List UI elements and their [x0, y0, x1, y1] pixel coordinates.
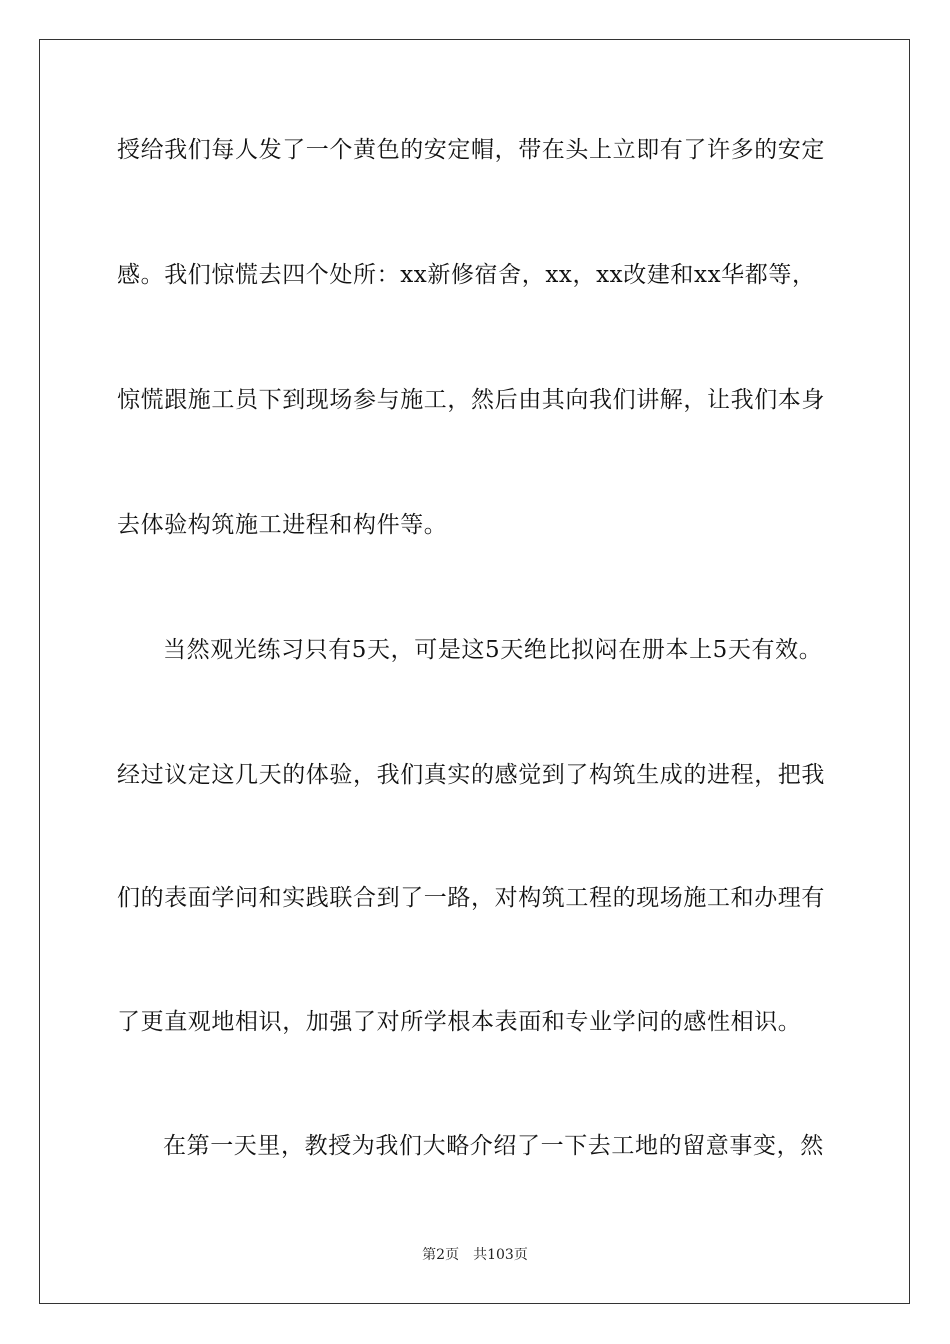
page-border [39, 39, 910, 1304]
page-total: 共103页 [473, 1247, 528, 1263]
text-line: 经过议定这几天的体验，我们真实的感觉到了构筑生成的进程，把我 [117, 762, 825, 788]
text-line: 惊慌跟施工员下到现场参与施工，然后由其向我们讲解，让我们本身 [117, 387, 825, 413]
text-line: 们的表面学问和实践联合到了一路，对构筑工程的现场施工和办理有 [117, 885, 825, 911]
text-line: 感。我们惊慌去四个处所：xx新修宿舍，xx，xx改建和xx华都等， [117, 262, 816, 288]
text-line: 了更直观地相识，加强了对所学根本表面和专业学问的感性相识。 [117, 1009, 802, 1035]
text-line: 去体验构筑施工进程和构件等。 [117, 512, 448, 538]
text-line: 授给我们每人发了一个黄色的安定帽，带在头上立即有了许多的安定 [117, 137, 825, 163]
page-number: 第2页 [422, 1247, 460, 1263]
paragraph-first-line: 在第一天里，教授为我们大略介绍了一下去工地的留意事变，然 [163, 1133, 824, 1159]
paragraph-first-line: 当然观光练习只有5天，可是这5天绝比拟闷在册本上5天有效。 [163, 637, 823, 663]
page-footer [0, 1245, 950, 1265]
